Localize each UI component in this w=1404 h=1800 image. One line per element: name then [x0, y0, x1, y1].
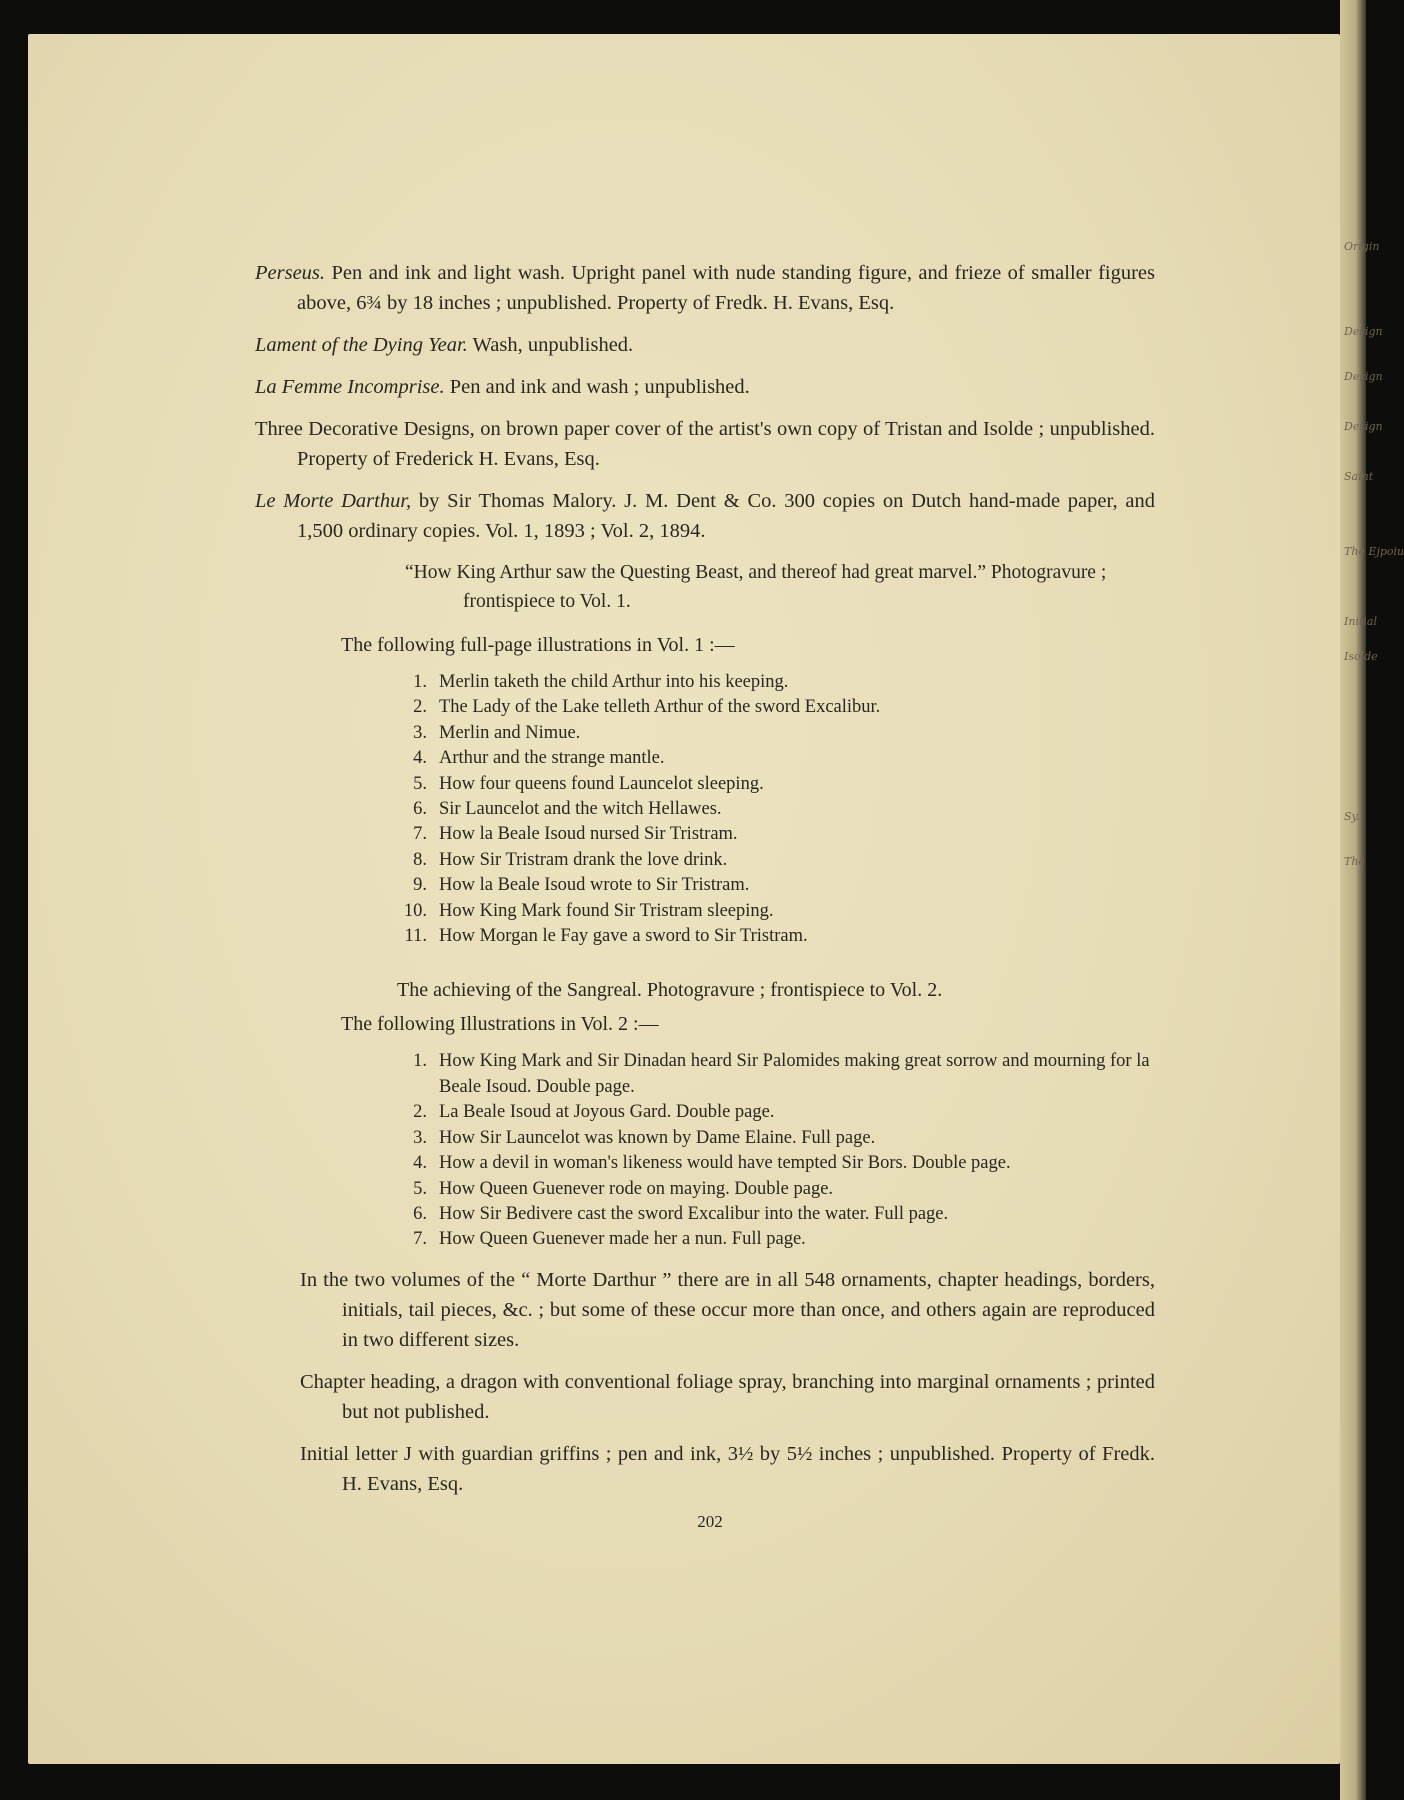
item-text: How Queen Guenever rode on maying. Double page.: [439, 1178, 834, 1199]
vol1-heading: The following full-page illustrations in Vol. 1 :—: [341, 634, 735, 656]
item-number: 8.: [413, 849, 427, 870]
entry-title: Perseus.: [255, 262, 326, 284]
list-item: [395, 899, 1155, 924]
bleed-text: The: [1344, 855, 1365, 868]
item-number: 3.: [413, 1127, 427, 1148]
list-item: [395, 848, 1155, 873]
item-text: How Sir Bedivere cast the sword Excalibur into the water. Full page.: [439, 1203, 949, 1224]
list-item: [395, 721, 1155, 746]
bleed-text: The Ejpoiu: [1344, 545, 1404, 558]
list-item: [395, 1126, 1155, 1151]
bleed-text: Origin: [1344, 240, 1380, 253]
item-text: How four queens found Launcelot sleeping.: [439, 773, 764, 794]
vol1-illustration-list: [395, 670, 1155, 949]
bleed-text: Saint: [1344, 470, 1374, 483]
page-number: 202: [697, 1512, 723, 1531]
item-text: La Beale Isoud at Joyous Gard. Double page.: [439, 1102, 775, 1123]
item-number: 1.: [413, 1051, 427, 1072]
list-item: [395, 1100, 1155, 1125]
list-item: [395, 1151, 1155, 1176]
item-number: 1.: [413, 672, 427, 692]
item-text: Arthur and the strange mantle.: [439, 748, 665, 769]
list-item: [395, 822, 1155, 847]
item-number: 7.: [413, 824, 427, 845]
item-number: 5.: [413, 1178, 427, 1199]
bleed-text: Sy.: [1344, 810, 1360, 823]
frontispiece-vol2: The achieving of the Sangreal. Photogravure ; frontispiece to Vol. 2.: [397, 979, 943, 1002]
item-number: 7.: [413, 1229, 427, 1250]
item-number: 11.: [404, 926, 427, 947]
entry-title: Lament of the Dying Year.: [255, 334, 468, 356]
item-number: 2.: [413, 1102, 427, 1123]
frontispiece-vol1: “How King Arthur saw the Questing Beast, and thereof had great marvel.” Photogravure ; frontispiece to Vol. 1.: [405, 562, 1107, 612]
item-text: How King Mark found Sir Tristram sleeping.: [439, 900, 774, 921]
vol2-illustration-list: [395, 1049, 1155, 1252]
closing-paragraph: Initial letter J with guardian griffins ; pen and ink, 3½ by 5½ inches ; unpublished. Property of Fredk. H. Evans, Esq.: [300, 1442, 1155, 1495]
vol2-heading: The following Illustrations in Vol. 2 :—: [341, 1013, 659, 1036]
bleed-text: Isolde: [1344, 650, 1378, 663]
list-item: [395, 1177, 1155, 1202]
entry-text: Wash, unpublished.: [467, 334, 634, 356]
bleed-text: Design: [1344, 420, 1383, 433]
list-item: [395, 873, 1155, 898]
list-item: [395, 1049, 1155, 1100]
item-number: 2.: [413, 697, 427, 718]
closing-paragraph: Chapter heading, a dragon with conventional foliage spray, branching into marginal ornaments ; printed but not published.: [300, 1370, 1155, 1423]
item-number: 5.: [413, 773, 427, 794]
entry-title: La Femme Incomprise.: [255, 376, 445, 398]
closing-paragraph: In the two volumes of the “ Morte Darthur ” there are in all 548 ornaments, chapter headings, borders, initials, tail pieces, &c. ; but some of these occur more than once, and others again are reproduced in two different sizes.: [300, 1268, 1155, 1351]
entry-text: Pen and ink and wash ; unpublished.: [444, 376, 750, 398]
list-item: [395, 772, 1155, 797]
entry-text: Pen and ink and light wash. Upright panel with nude standing figure, and frieze of smaller figures above, 6¾ by 18 inches ; unpublished. Property of Fredk. H. Evans, Esq.: [297, 262, 1155, 314]
bleed-text: Design: [1344, 325, 1383, 338]
item-text: How la Beale Isoud nursed Sir Tristram.: [439, 824, 738, 845]
catalogue-entry: [255, 372, 1155, 402]
item-text: How Sir Tristram drank the love drink.: [439, 849, 728, 870]
list-item: [395, 695, 1155, 720]
entry-text: Three Decorative Designs, on brown paper cover of the artist's own copy of Tristan and Isolde ; unpublished. Property of Frederick H. Evans, Esq.: [255, 418, 1155, 470]
item-number: 6.: [413, 799, 427, 820]
item-text: Sir Launcelot and the witch Hellawes.: [439, 799, 722, 820]
catalogue-text: [255, 258, 1155, 1511]
item-text: The Lady of the Lake telleth Arthur of the sword Excalibur.: [439, 697, 881, 718]
catalogue-entry: [255, 486, 1155, 546]
item-text: How Morgan le Fay gave a sword to Sir Tristram.: [439, 926, 808, 947]
list-item: [395, 924, 1155, 949]
bleed-text: Design: [1344, 370, 1383, 383]
item-text: How a devil in woman's likeness would have tempted Sir Bors. Double page.: [439, 1153, 1011, 1174]
list-item: [395, 1227, 1155, 1252]
item-text: Merlin and Nimue.: [439, 722, 581, 743]
item-number: 6.: [413, 1203, 427, 1224]
catalogue-entry: [255, 330, 1155, 360]
list-item: [395, 797, 1155, 822]
item-text: How la Beale Isoud wrote to Sir Tristram.: [439, 875, 750, 896]
item-number: 10.: [403, 900, 427, 921]
list-item: [395, 746, 1155, 771]
catalogue-entry: [255, 414, 1155, 474]
list-item: [395, 670, 1155, 695]
list-item: [395, 1202, 1155, 1227]
item-text: How Sir Launcelot was known by Dame Elaine. Full page.: [439, 1127, 876, 1148]
bleed-text: Initial: [1344, 615, 1377, 628]
catalogue-entry: [255, 258, 1155, 318]
entry-title: Le Morte Darthur,: [255, 490, 412, 512]
item-text: How King Mark and Sir Dinadan heard Sir Palomides making great sorrow and mourning for la Beale Isoud. Double page.: [439, 1051, 1150, 1097]
item-text: Merlin taketh the child Arthur into his keeping.: [439, 672, 789, 692]
item-number: 3.: [413, 722, 427, 743]
item-number: 9.: [413, 875, 427, 896]
entry-text: by Sir Thomas Malory. J. M. Dent & Co. 300 copies on Dutch hand-made paper, and 1,500 ordinary copies. Vol. 1, 1893 ; Vol. 2, 1894.: [297, 490, 1155, 542]
item-number: 4.: [413, 748, 427, 769]
item-number: 4.: [413, 1153, 427, 1174]
item-text: How Queen Guenever made her a nun. Full page.: [439, 1229, 806, 1250]
